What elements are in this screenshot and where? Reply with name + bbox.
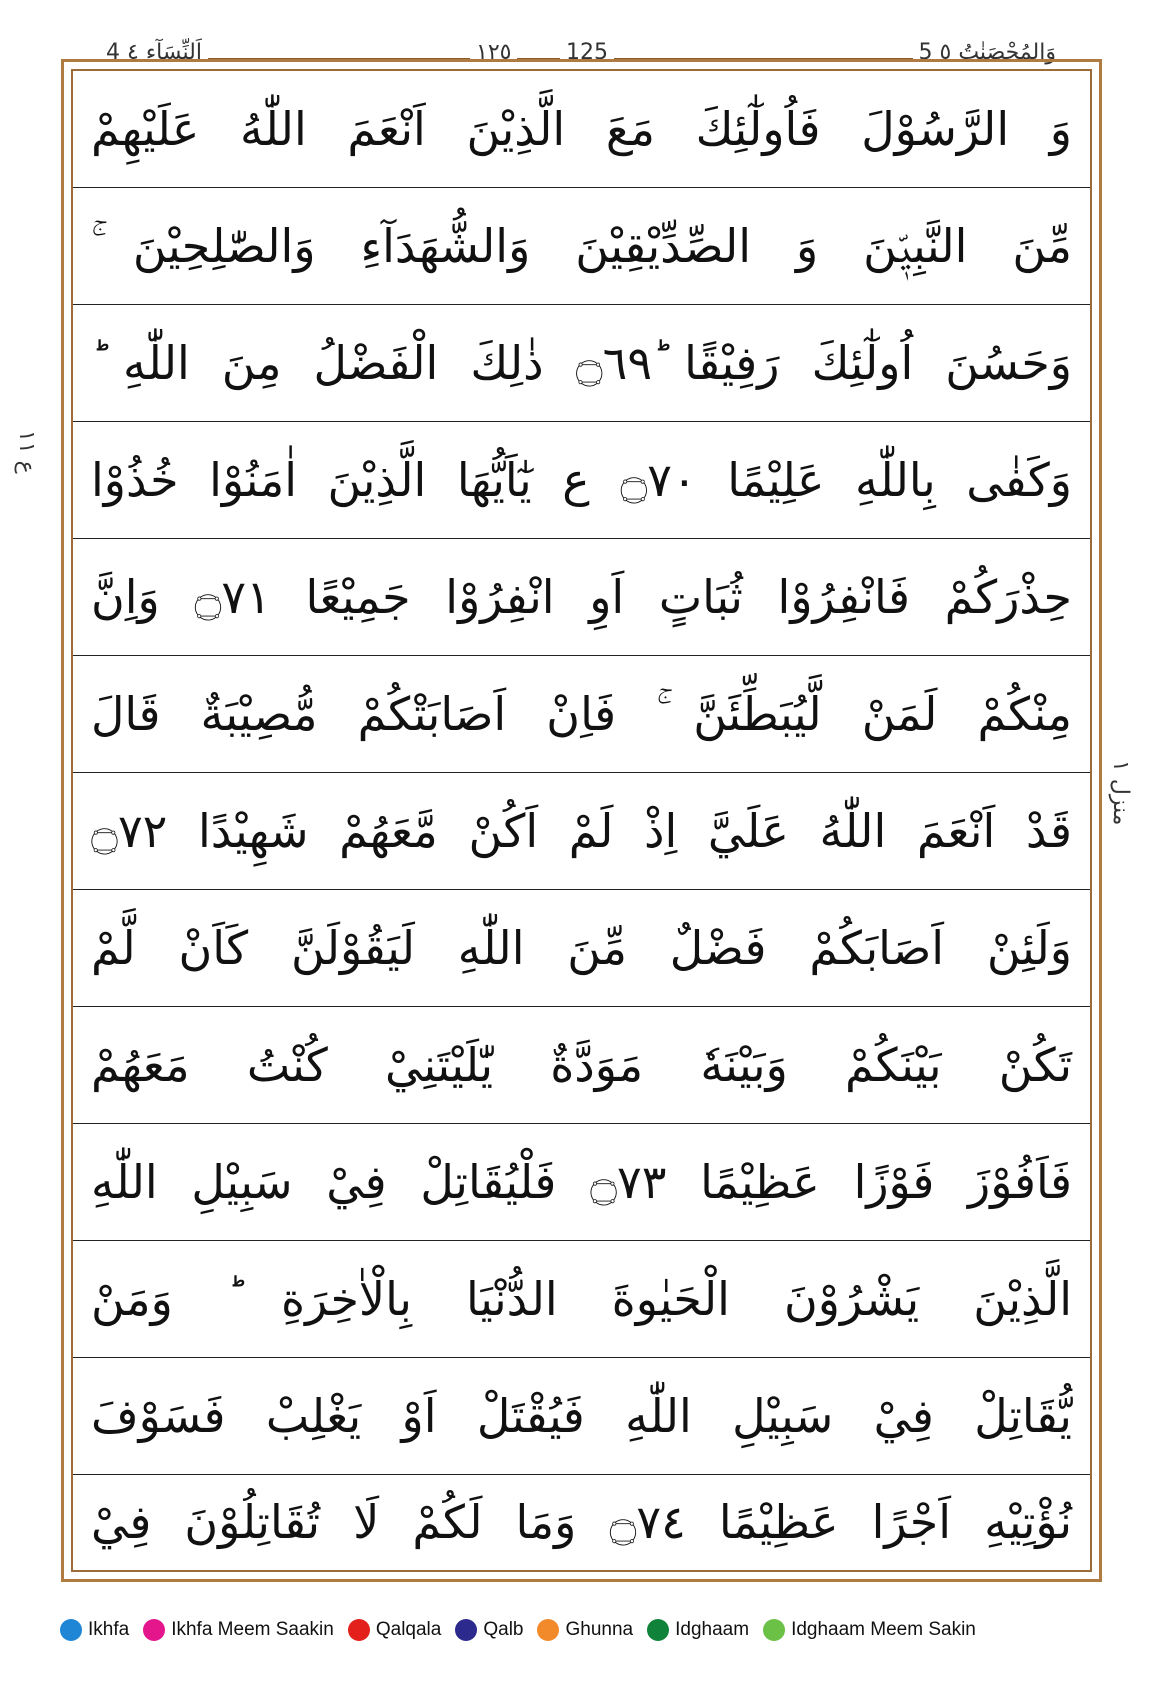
quran-text-block: [73, 71, 1090, 1570]
legend-item-ghunna: [537, 1619, 633, 1641]
legend-dot-icon: [348, 1619, 370, 1641]
tajweed-legend: [60, 1610, 1120, 1650]
verse-line: يُّقَاتِلْ فِيْ سَبِيْلِ اللّٰهِ فَيُقْتَلْ اَوْ يَغْلِبْ فَسَوْفَ: [73, 1358, 1090, 1475]
verse-line: مِنْكُمْ لَمَنْ لَّيُبَطِّئَنَّ ۚ فَاِنْ اَصَابَتْكُمْ مُّصِيْبَةٌ قَالَ: [73, 656, 1090, 773]
legend-item-ikhfa: [60, 1619, 129, 1641]
verse-line: الَّذِيْنَ يَشْرُوْنَ الْحَيٰوةَ الدُّنْيَا بِالْاٰخِرَةِ ؕ وَمَنْ: [73, 1241, 1090, 1358]
legend-label: Qalqala: [375, 1619, 442, 1640]
legend-label: Qalb: [483, 1619, 524, 1640]
verse-line: وَلَئِنْ اَصَابَكُمْ فَضْلٌ مِّنَ اللّٰهِ لَيَقُوْلَنَّ كَاَنْ لَّمْ: [73, 890, 1090, 1007]
verse-line: وَكَفٰى بِاللّٰهِ عَلِيْمًا ۝٧٠ ع يٰٓاَيُّهَا الَّذِيْنَ اٰمَنُوْا خُذُوْا: [73, 422, 1090, 539]
legend-label: Idghaam: [675, 1619, 750, 1640]
legend-dot-icon: [763, 1619, 785, 1641]
legend-dot-icon: [60, 1619, 82, 1641]
legend-item-ikhfa-meem-saakin: [143, 1619, 334, 1641]
verse-line: فَاَفُوْزَ فَوْزًا عَظِيْمًا ۝٧٣ فَلْيُقَاتِلْ فِيْ سَبِيْلِ اللّٰهِ: [73, 1124, 1090, 1241]
legend-dot-icon: [647, 1619, 669, 1641]
legend-label: Idghaam Meem Sakin: [791, 1619, 976, 1640]
verse-line: وَحَسُنَ اُولٰٓئِكَ رَفِيْقًا ؕ۝٦٩ ذٰلِكَ الْفَضْلُ مِنَ اللّٰهِ ؕ: [73, 305, 1090, 422]
legend-dot-icon: [143, 1619, 165, 1641]
verse-line: قَدْ اَنْعَمَ اللّٰهُ عَلَيَّ اِذْ لَمْ اَكُنْ مَّعَهُمْ شَهِيْدًا ۝٧٢: [73, 773, 1090, 890]
verse-line: وَ الرَّسُوْلَ فَاُولٰٓئِكَ مَعَ الَّذِيْنَ اَنْعَمَ اللّٰهُ عَلَيْهِمْ: [73, 71, 1090, 188]
header-page-number: 125: [560, 40, 614, 65]
legend-item-idghaam: [647, 1619, 749, 1641]
header-juz-name: 5 وَالمُحْصَنٰتُ ٥: [913, 40, 1063, 65]
legend-dot-icon: [455, 1619, 477, 1641]
verse-line: تَكُنْ بَيْنَكُمْ وَبَيْنَهٗ مَوَدَّةٌ يّٰلَيْتَنِيْ كُنْتُ مَعَهُمْ: [73, 1007, 1090, 1124]
verse-line: حِذْرَكُمْ فَانْفِرُوْا ثُبَاتٍ اَوِ انْفِرُوْا جَمِيْعًا ۝٧١ وَاِنَّ: [73, 539, 1090, 656]
legend-item-qalqala: [348, 1619, 442, 1641]
legend-label: Ikhfa Meem Saakin: [171, 1619, 334, 1640]
manzil-marker: منزل ١: [1108, 760, 1133, 826]
header-page-arabic: ١٢٥: [470, 40, 517, 65]
legend-label: Ghunna: [565, 1619, 634, 1640]
legend-item-idghaam-meem-sakin: [763, 1619, 976, 1641]
legend-label: Ikhfa: [88, 1619, 130, 1640]
verse-line: مِّنَ النَّبِيّٖنَ وَ الصِّدِّيْقِيْنَ وَالشُّهَدَآءِ وَالصّٰلِحِيْنَ ۚ: [73, 188, 1090, 305]
verse-line: نُؤْتِيْهِ اَجْرًا عَظِيْمًا ۝٧٤ وَمَا لَكُمْ لَا تُقَاتِلُوْنَ فِيْ: [91, 1495, 1073, 1549]
legend-dot-icon: [537, 1619, 559, 1641]
legend-item-qalb: [455, 1619, 523, 1641]
ruku-marker: ع ١١: [14, 430, 39, 474]
header-surah-name: 4 اَلنِّسَآء ٤: [100, 40, 208, 65]
